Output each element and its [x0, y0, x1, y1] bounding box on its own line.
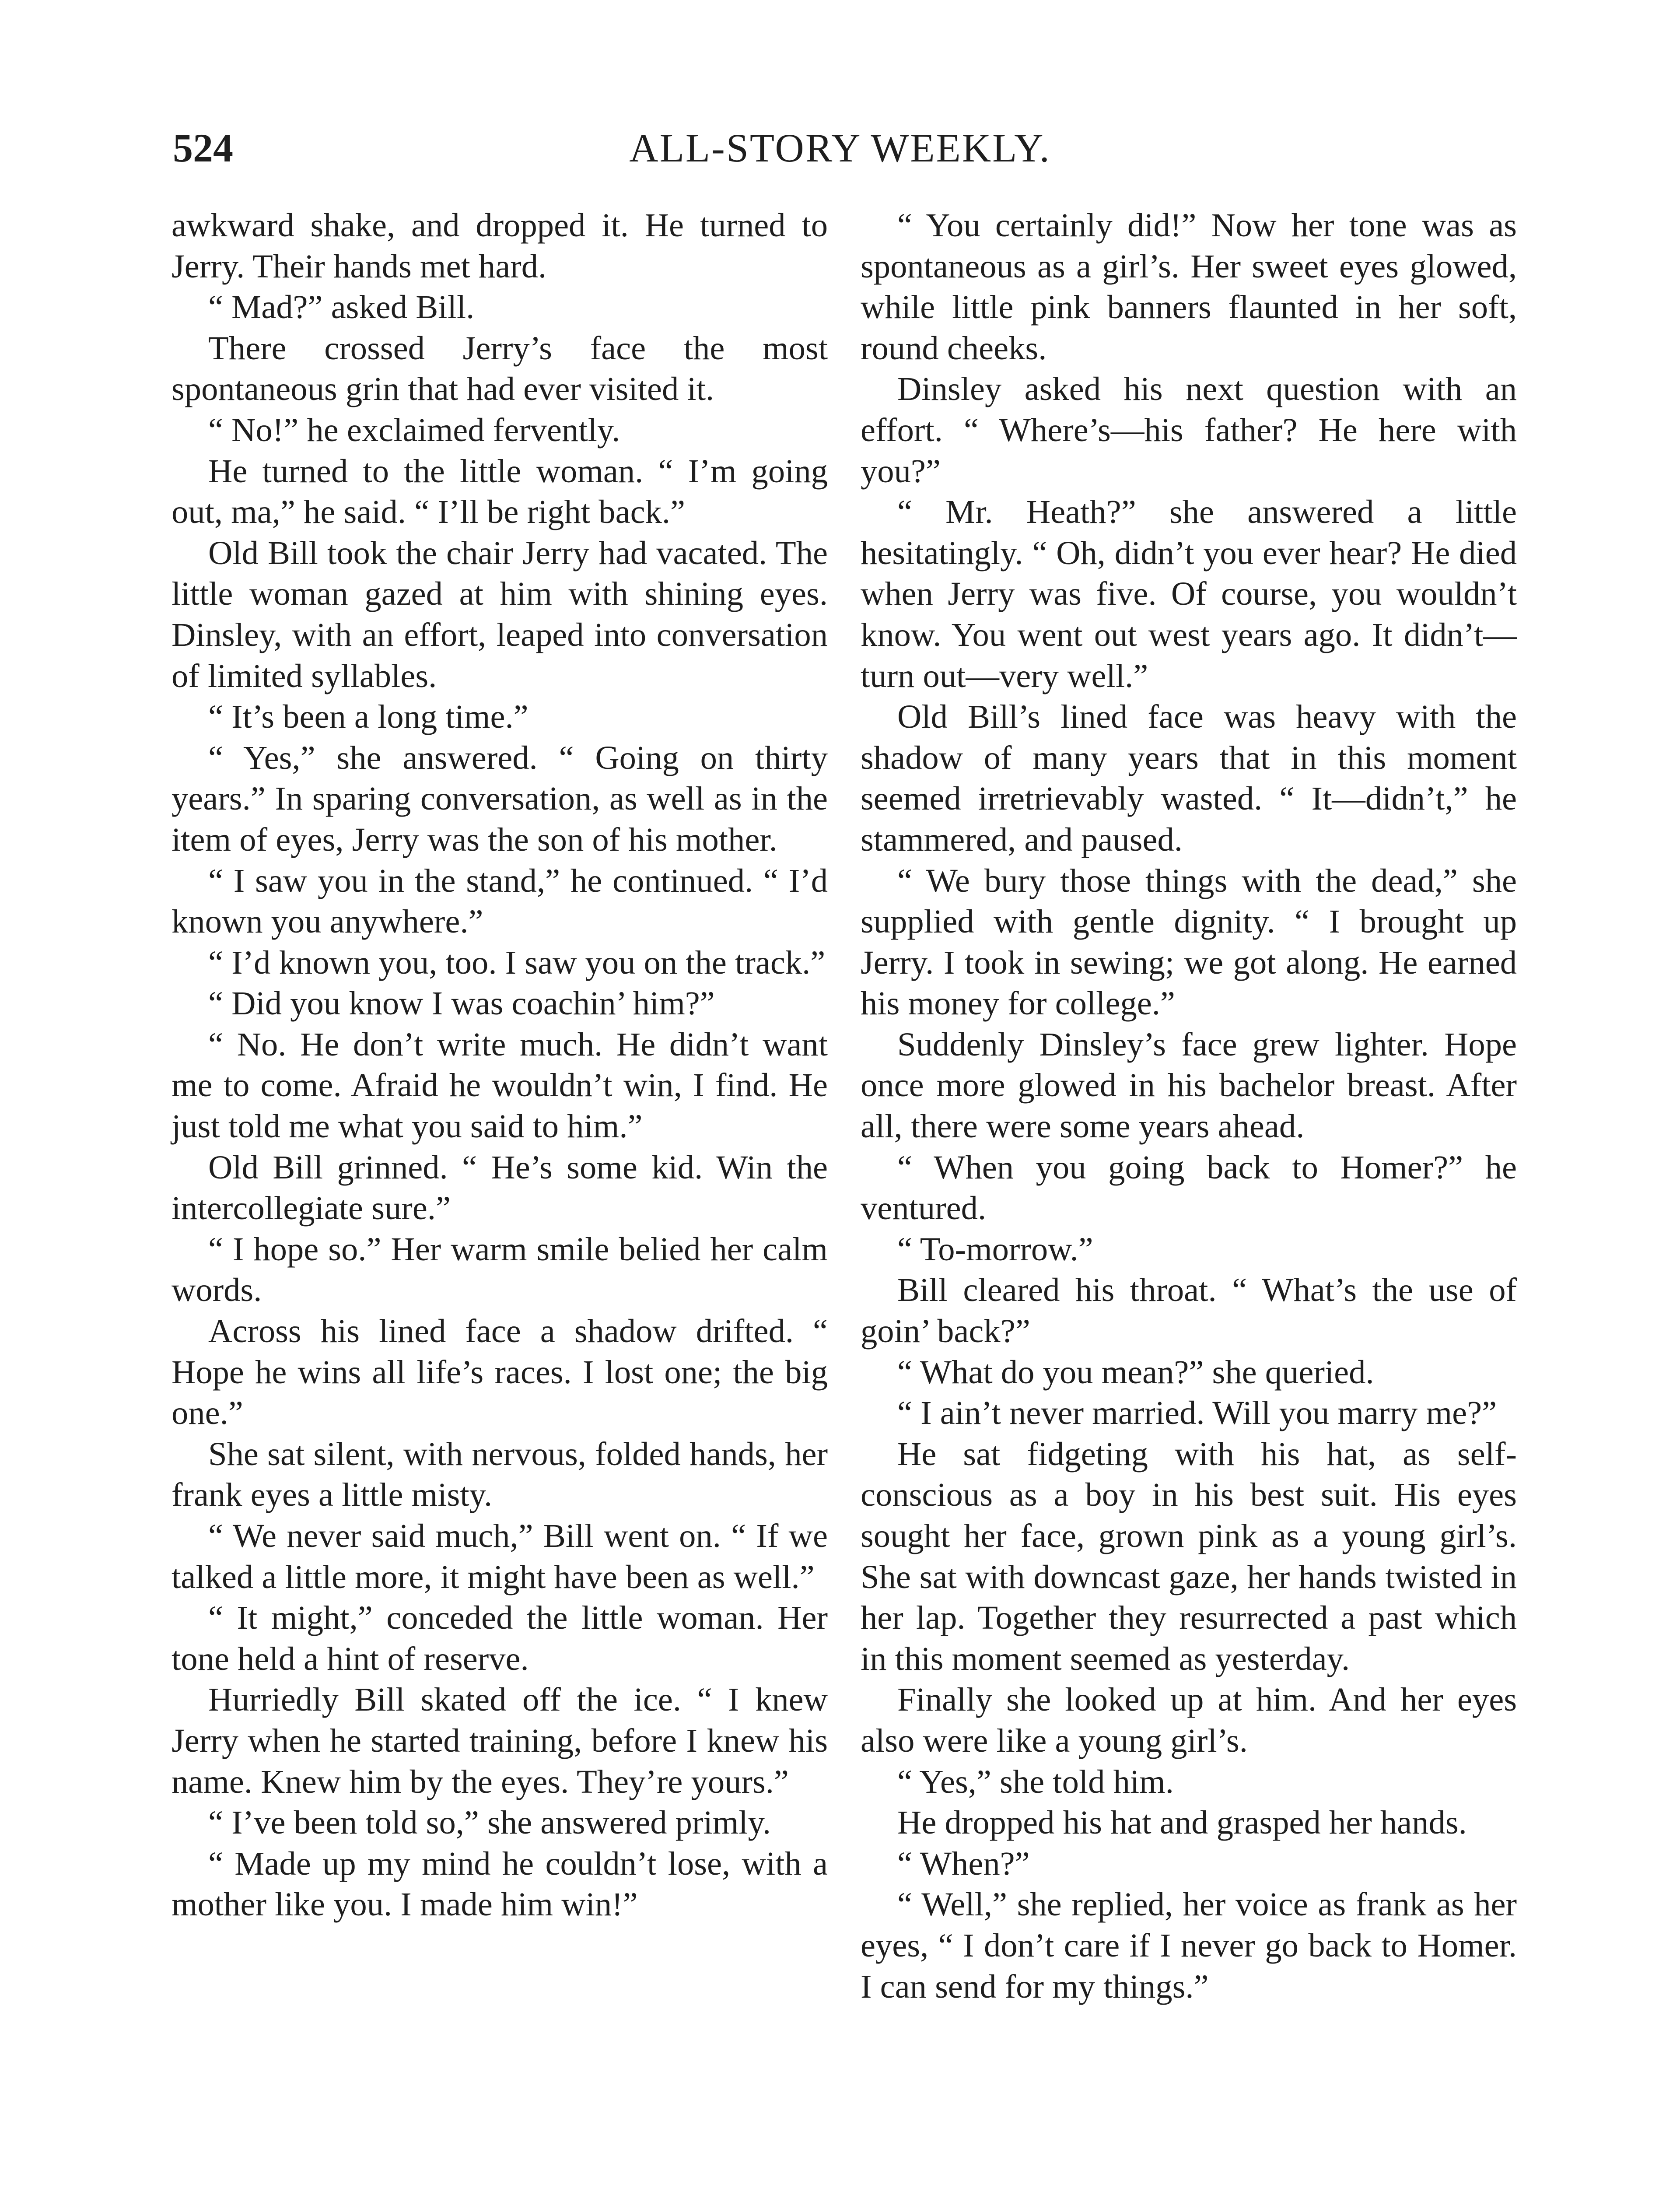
paragraph: “ I saw you in the stand,” he continued. “ I’d known you anywhere.”: [172, 862, 828, 940]
paragraph: “ Mad?” asked Bill.: [208, 288, 475, 326]
paragraph: awkward shake, and dropped it. He turned to Jerry. Their hands met hard.: [172, 207, 828, 285]
paragraph: He dropped his hat and grasped her hands.: [897, 1804, 1467, 1841]
paragraph: “ Well,” she replied, her voice as frank as her eyes, “ I don’t care if I never go back to Homer. I can send for my things.”: [861, 1886, 1517, 2005]
paragraph: “ No. He don’t write much. He didn’t want me to come. Afraid he wouldn’t win, I find. He just told me what you said to him.”: [172, 1025, 828, 1145]
paragraph: Across his lined face a shadow drifted. “ Hope he wins all life’s races. I lost one; the big one.”: [172, 1312, 828, 1432]
paragraph: “ We bury those things with the dead,” she supplied with gentle dignity. “ I brought up Jerry. I took in sewing; we got along. He earned his money for college.”: [861, 862, 1517, 1022]
paragraph: Old Bill’s lined face was heavy with the shadow of many years that in this moment seemed irretrievably wasted. “ It—didn’t,” he stammered, and paused.: [861, 698, 1517, 858]
paragraph: He turned to the little woman. “ I’m going out, ma,” he said. “ I’ll be right back.”: [172, 452, 828, 531]
paragraph: Old Bill took the chair Jerry had vacated. The little woman gazed at him with shining eyes. Dinsley, with an effort, leaped into conversation of limited syllables.: [172, 534, 828, 694]
paragraph: Hurriedly Bill skated off the ice. “ I knew Jerry when he started training, before I knew his name. Knew him by the eyes. They’re yours.”: [172, 1681, 828, 1800]
paragraph: Bill cleared his throat. “ What’s the use of goin’ back?”: [861, 1271, 1517, 1350]
left-column: [172, 205, 828, 1925]
paragraph: “ I’ve been told so,” she answered primly.: [208, 1804, 771, 1841]
running-head: ALL-STORY WEEKLY.: [629, 126, 1051, 170]
paragraph: “ It’s been a long time.”: [208, 698, 528, 736]
paragraph: She sat silent, with nervous, folded hands, her frank eyes a little misty.: [172, 1435, 828, 1514]
paragraph: “ Did you know I was coachin’ him?”: [208, 985, 715, 1022]
paragraph: Dinsley asked his next question with an effort. “ Where’s—his father? He here with you?”: [861, 370, 1517, 490]
paragraph: Suddenly Dinsley’s face grew lighter. Hope once more glowed in his bachelor breast. After all, there were some years ahead.: [861, 1025, 1517, 1145]
paragraph: There crossed Jerry’s face the most spontaneous grin that had ever visited it.: [172, 329, 828, 408]
paragraph: “ Made up my mind he couldn’t lose, with a mother like you. I made him win!”: [172, 1844, 828, 1923]
paragraph: “ Yes,” she told him.: [897, 1763, 1174, 1800]
paragraph: “ Yes,” she answered. “ Going on thirty years.” In sparing conversation, as well as in the item of eyes, Jerry was the son of his mother.: [172, 739, 828, 858]
paragraph: “ It might,” conceded the little woman. Her tone held a hint of reserve.: [172, 1599, 828, 1677]
paragraph: “ I hope so.” Her warm smile belied her calm words.: [172, 1230, 828, 1309]
paragraph: “ We never said much,” Bill went on. “ If we talked a little more, it might have been as well.”: [172, 1517, 828, 1595]
paragraph: “ When you going back to Homer?” he ventured.: [861, 1148, 1517, 1227]
paragraph: Old Bill grinned. “ He’s some kid. Win the intercollegiate sure.”: [172, 1148, 828, 1227]
paragraph: “ You certainly did!” Now her tone was as spontaneous as a girl’s. Her sweet eyes glowed, while little pink banners flaunted in her soft, round cheeks.: [861, 207, 1517, 367]
paragraph: “ I ain’t never married. Will you marry me?”: [897, 1394, 1497, 1432]
right-column: [861, 205, 1517, 2007]
paragraph: “ I’d known you, too. I saw you on the track.”: [208, 943, 826, 981]
paragraph: “ To-morrow.”: [897, 1230, 1093, 1268]
page-number: 524: [173, 126, 233, 170]
paragraph: Finally she looked up at him. And her eyes also were like a young girl’s.: [861, 1681, 1517, 1759]
paragraph: He sat fidgeting with his hat, as self-conscious as a boy in his best suit. His eyes sought her face, grown pink as a young girl’s. She sat with downcast gaze, her hands twisted in her lap. Together they resurrected a past which in this moment seemed as yesterday.: [861, 1435, 1517, 1677]
paragraph: “ What do you mean?” she queried.: [897, 1353, 1374, 1391]
paragraph: “ When?”: [897, 1844, 1030, 1882]
paragraph: “ Mr. Heath?” she answered a little hesitatingly. “ Oh, didn’t you ever hear? He died when Jerry was five. Of course, you wouldn’t know. You went out west years ago. It didn’t—turn out—very well.”: [861, 493, 1517, 694]
paragraph: “ No!” he exclaimed fervently.: [208, 411, 620, 449]
